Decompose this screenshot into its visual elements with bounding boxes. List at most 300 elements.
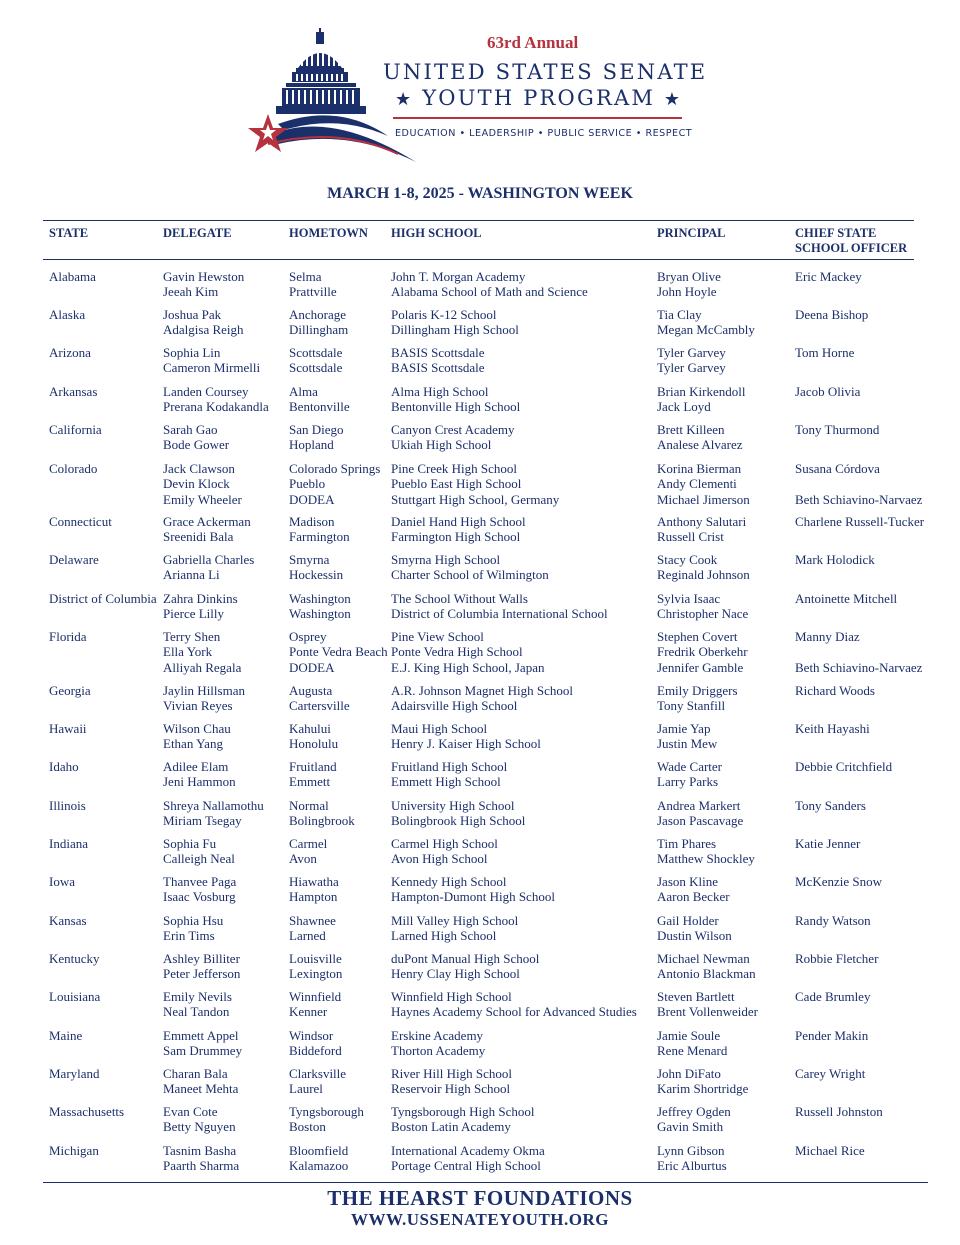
principal-line: Fredrik Oberkehr — [657, 644, 748, 660]
table-bottom-rule — [43, 1182, 928, 1183]
delegate-line: Cameron Mirmelli — [163, 360, 261, 376]
state-cell — [49, 836, 88, 851]
high-school-cell — [391, 1143, 545, 1174]
delegate-line: Sophia Fu — [163, 836, 217, 851]
cso-line: Keith Hayashi — [795, 721, 870, 736]
high-school-line: Ponte Vedra High School — [391, 644, 523, 660]
high-school-line: Canyon Crest Academy — [391, 422, 515, 437]
high-school-line: Tyngsborough High School — [391, 1104, 535, 1119]
hometown-cell — [289, 1104, 364, 1135]
column-header-state: STATE — [49, 226, 89, 240]
principal-cell — [657, 591, 748, 622]
delegate-line: Sam Drummey — [163, 1043, 243, 1059]
hometown-line: Hampton — [289, 889, 338, 905]
high-school-cell — [391, 951, 539, 982]
hometown-cell — [289, 629, 388, 675]
delegate-line: Charan Bala — [163, 1066, 228, 1081]
delegate-line: Sarah Gao — [163, 422, 218, 437]
high-school-line: Alabama School of Math and Science — [391, 284, 588, 300]
delegate-line: Maneet Mehta — [163, 1081, 239, 1097]
principal-cell — [657, 629, 748, 675]
principal-line: Michael Jimerson — [657, 491, 750, 507]
cso-cell — [795, 798, 866, 813]
hometown-cell — [289, 989, 341, 1020]
cso-line: Richard Woods — [795, 683, 875, 698]
state-cell — [49, 345, 91, 360]
principal-line: Jason Pascavage — [657, 813, 744, 829]
state-cell — [49, 552, 99, 567]
delegate-cell — [163, 591, 238, 622]
principal-line: John DiFato — [657, 1066, 721, 1081]
high-school-line: Emmett High School — [391, 774, 501, 790]
delegate-line: Thanvee Paga — [163, 874, 237, 889]
cso-line: Robbie Fletcher — [795, 951, 879, 966]
column-header-principal: PRINCIPAL — [657, 226, 726, 240]
delegate-line: Arianna Li — [163, 567, 220, 583]
hometown-cell — [289, 683, 350, 714]
state-name: California — [49, 422, 102, 437]
principal-line: Tony Stanfill — [657, 698, 726, 714]
delegate-cell — [163, 552, 254, 583]
column-header-chief-state-school-officer — [795, 226, 907, 256]
title-divider — [393, 117, 682, 119]
high-school-line: Maui High School — [391, 721, 488, 736]
state-cell — [49, 1028, 82, 1043]
principal-cell — [657, 1143, 727, 1174]
high-school-line: Bentonville High School — [391, 399, 521, 415]
high-school-cell — [391, 422, 514, 453]
high-school-cell — [391, 514, 526, 545]
delegate-line: Tasnim Basha — [163, 1143, 237, 1158]
capitol-dome-logo — [238, 28, 418, 168]
hometown-line: Honolulu — [289, 736, 339, 752]
principal-line: Brent Vollenweider — [657, 1004, 758, 1020]
delegate-line: Wilson Chau — [163, 721, 231, 736]
state-name: Iowa — [49, 874, 75, 889]
delegate-cell — [163, 461, 242, 507]
principal-line: Steven Bartlett — [657, 989, 735, 1004]
hometown-line: Normal — [289, 798, 329, 813]
table-header-row — [0, 226, 960, 260]
delegate-line: Bode Gower — [163, 437, 230, 453]
principal-cell — [657, 1066, 748, 1097]
delegate-cell — [163, 721, 231, 752]
hometown-cell — [289, 1066, 346, 1097]
delegate-cell — [163, 629, 241, 675]
state-name: Michigan — [49, 1143, 99, 1158]
high-school-cell — [391, 269, 588, 300]
high-school-line: Winnfield High School — [391, 989, 512, 1004]
high-school-cell — [391, 989, 637, 1020]
state-name: Hawaii — [49, 721, 87, 736]
hometown-cell — [289, 951, 342, 982]
cso-line: Susana Córdova — [795, 461, 880, 476]
principal-line: Jamie Soule — [657, 1028, 721, 1043]
high-school-line: BASIS Scottsdale — [391, 345, 485, 360]
principal-line: Dustin Wilson — [657, 928, 732, 944]
hometown-line: Bloomfield — [289, 1143, 349, 1158]
column-header-delegate: DELEGATE — [163, 226, 232, 240]
high-school-cell — [391, 629, 544, 675]
cso-cell — [795, 913, 871, 928]
high-school-cell — [391, 721, 541, 752]
hometown-line: Alma — [289, 384, 318, 399]
cso-cell — [795, 874, 882, 889]
hometown-line: Fruitland — [289, 759, 337, 774]
hometown-line: Laurel — [289, 1081, 323, 1097]
hometown-line: Augusta — [289, 683, 333, 698]
delegate-line: Adalgisa Reigh — [163, 322, 244, 338]
cso-line: Tom Horne — [795, 345, 855, 360]
hometown-cell — [289, 552, 343, 583]
high-school-line: E.J. King High School, Japan — [391, 659, 545, 675]
cso-cell — [795, 683, 875, 698]
delegate-line: Alliyah Regala — [163, 659, 242, 675]
hometown-line: Hockessin — [289, 567, 344, 583]
cso-cell — [795, 422, 879, 437]
high-school-line: River Hill High School — [391, 1066, 512, 1081]
delegate-cell — [163, 269, 244, 300]
principal-line: Brett Killeen — [657, 422, 725, 437]
delegate-line: Neal Tandon — [163, 1004, 230, 1020]
cso-line: Michael Rice — [795, 1143, 865, 1158]
hometown-line: Boston — [289, 1119, 326, 1135]
high-school-line: John T. Morgan Academy — [391, 269, 526, 284]
principal-line: Russell Crist — [657, 529, 724, 545]
delegate-cell — [163, 951, 240, 982]
column-header-high-school: HIGH SCHOOL — [391, 226, 482, 240]
principal-line: Christopher Nace — [657, 606, 749, 622]
hometown-line: Ponte Vedra Beach — [289, 644, 388, 660]
delegate-line: Vivian Reyes — [163, 698, 233, 714]
hometown-line: Scottsdale — [289, 360, 343, 376]
cso-cell — [795, 552, 875, 567]
principal-line: John Hoyle — [657, 284, 717, 300]
principal-cell — [657, 721, 717, 752]
principal-line: Wade Carter — [657, 759, 722, 774]
principal-cell — [657, 951, 756, 982]
cso-cell — [795, 461, 922, 507]
cso-line — [795, 476, 922, 491]
cso-line: Beth Schiavino-Narvaez — [795, 491, 923, 507]
state-name: Connecticut — [49, 514, 112, 529]
principal-line: Brian Kirkendoll — [657, 384, 746, 399]
high-school-line: Portage Central High School — [391, 1158, 541, 1174]
state-cell — [49, 1143, 99, 1158]
state-name: Massachusetts — [49, 1104, 125, 1119]
hometown-cell — [289, 461, 380, 507]
cso-cell — [795, 759, 892, 774]
delegate-line: Devin Klock — [163, 476, 230, 492]
cso-cell — [795, 591, 897, 606]
hometown-line: Clarksville — [289, 1066, 347, 1081]
hometown-line: Pueblo — [289, 476, 326, 492]
hometown-cell — [289, 874, 339, 905]
state-cell — [49, 951, 100, 966]
high-school-cell — [391, 1066, 512, 1097]
hometown-line: Cartersville — [289, 698, 350, 714]
cso-line — [795, 644, 922, 659]
delegate-line: Jeeah Kim — [163, 284, 219, 300]
principal-line: Gail Holder — [657, 913, 719, 928]
state-name: Arizona — [49, 345, 91, 360]
high-school-cell — [391, 798, 525, 829]
principal-cell — [657, 759, 722, 790]
state-cell — [49, 514, 112, 529]
cso-line: Beth Schiavino-Narvaez — [795, 659, 923, 675]
hometown-cell — [289, 913, 336, 944]
cso-line: Pender Makin — [795, 1028, 869, 1043]
cso-cell — [795, 951, 878, 966]
hometown-line: Tyngsborough — [289, 1104, 364, 1119]
cso-line: Eric Mackey — [795, 269, 862, 284]
delegate-line: Paarth Sharma — [163, 1158, 240, 1174]
delegate-cell — [163, 989, 232, 1020]
state-name: Maryland — [49, 1066, 100, 1081]
hometown-cell — [289, 307, 348, 338]
high-school-cell — [391, 1104, 535, 1135]
principal-cell — [657, 1104, 731, 1135]
state-cell — [49, 1104, 124, 1119]
delegate-line: Betty Nguyen — [163, 1119, 236, 1135]
program-title-line2 — [395, 86, 682, 110]
high-school-line: Mill Valley High School — [391, 913, 519, 928]
high-school-line: Ukiah High School — [391, 437, 492, 453]
hometown-line: Kahului — [289, 721, 331, 736]
delegate-line: Sreenidi Bala — [163, 529, 234, 545]
delegate-cell — [163, 1066, 238, 1097]
high-school-line: Pueblo East High School — [391, 476, 522, 492]
cso-cell — [795, 721, 870, 736]
state-cell — [49, 307, 85, 322]
high-school-cell — [391, 759, 507, 790]
high-school-line: Thorton Academy — [391, 1043, 486, 1059]
hometown-line: Hiawatha — [289, 874, 339, 889]
high-school-line: Carmel High School — [391, 836, 498, 851]
high-school-line: Polaris K-12 School — [391, 307, 497, 322]
principal-cell — [657, 1028, 727, 1059]
principal-line: Tia Clay — [657, 307, 702, 322]
state-cell — [49, 591, 157, 606]
principal-line: Emily Driggers — [657, 683, 738, 698]
delegate-line: Calleigh Neal — [163, 851, 235, 867]
delegate-line: Zahra Dinkins — [163, 591, 238, 606]
principal-cell — [657, 307, 755, 338]
delegate-line: Landen Coursey — [163, 384, 249, 399]
principal-line: Megan McCambly — [657, 322, 755, 338]
high-school-cell — [391, 345, 485, 376]
state-name: Kentucky — [49, 951, 100, 966]
high-school-cell — [391, 1028, 485, 1059]
cso-line: Antoinette Mitchell — [795, 591, 898, 606]
high-school-line: Hampton-Dumont High School — [391, 889, 555, 905]
high-school-line: Pine Creek High School — [391, 461, 518, 476]
cso-line: Randy Watson — [795, 913, 871, 928]
hometown-line: Scottsdale — [289, 345, 343, 360]
principal-line: Stephen Covert — [657, 629, 738, 644]
principal-line: Gavin Smith — [657, 1119, 724, 1135]
column-header-cso-line2: SCHOOL OFFICER — [795, 241, 908, 255]
hometown-line: Emmett — [289, 774, 331, 790]
principal-cell — [657, 552, 750, 583]
table-top-rule — [43, 220, 914, 221]
delegate-cell — [163, 307, 244, 338]
delegate-cell — [163, 422, 229, 453]
principal-line: Matthew Shockley — [657, 851, 755, 867]
tagline: EDUCATION • LEADERSHIP • PUBLIC SERVICE • RESPECT — [395, 128, 693, 139]
high-school-cell — [391, 874, 555, 905]
state-cell — [49, 721, 87, 736]
page-header — [0, 0, 960, 175]
cso-line: Carey Wright — [795, 1066, 866, 1081]
delegate-cell — [163, 514, 251, 545]
high-school-line: University High School — [391, 798, 515, 813]
cso-cell — [795, 384, 860, 399]
state-cell — [49, 384, 97, 399]
high-school-line: Kennedy High School — [391, 874, 507, 889]
hometown-cell — [289, 759, 337, 790]
hometown-line: Dillingham — [289, 322, 349, 338]
high-school-line: International Academy Okma — [391, 1143, 545, 1158]
principal-cell — [657, 874, 730, 905]
cso-line: Cade Brumley — [795, 989, 871, 1004]
hometown-line: Madison — [289, 514, 335, 529]
state-cell — [49, 759, 79, 774]
high-school-line: duPont Manual High School — [391, 951, 540, 966]
state-name: Colorado — [49, 461, 98, 476]
table-header-rule — [43, 259, 914, 260]
principal-line: Jeffrey Ogden — [657, 1104, 731, 1119]
cso-cell — [795, 514, 924, 529]
delegate-cell — [163, 1143, 239, 1174]
hometown-line: Anchorage — [289, 307, 347, 322]
hometown-line: Kalamazoo — [289, 1158, 349, 1174]
cso-line: Tony Thurmond — [795, 422, 880, 437]
principal-cell — [657, 345, 726, 376]
cso-line: Mark Holodick — [795, 552, 875, 567]
state-name: Indiana — [49, 836, 88, 851]
delegate-line: Jack Clawson — [163, 461, 235, 476]
hometown-line: Bentonville — [289, 399, 350, 415]
delegate-line: Miriam Tsegay — [163, 813, 242, 829]
principal-line: Bryan Olive — [657, 269, 721, 284]
principal-line: Lynn Gibson — [657, 1143, 725, 1158]
delegate-line: Emmett Appel — [163, 1028, 239, 1043]
cso-cell — [795, 989, 870, 1004]
state-cell — [49, 798, 86, 813]
delegate-line: Sophia Hsu — [163, 913, 224, 928]
hometown-line: Hopland — [289, 437, 334, 453]
state-name: Florida — [49, 629, 87, 644]
principal-cell — [657, 683, 738, 714]
cso-cell — [795, 1028, 868, 1043]
delegate-line: Adilee Elam — [163, 759, 229, 774]
principal-line: Tyler Garvey — [657, 345, 726, 360]
delegate-line: Emily Wheeler — [163, 491, 242, 507]
delegate-line: Peter Jefferson — [163, 966, 241, 982]
cso-cell — [795, 269, 862, 284]
delegate-cell — [163, 345, 260, 376]
hometown-line: Washington — [289, 606, 351, 622]
principal-line: Aaron Becker — [657, 889, 730, 905]
state-cell — [49, 683, 91, 698]
hometown-line: Avon — [289, 851, 317, 867]
high-school-line: Henry Clay High School — [391, 966, 520, 982]
delegate-cell — [163, 1028, 242, 1059]
hometown-line: Kenner — [289, 1004, 328, 1020]
hometown-line: Bolingbrook — [289, 813, 355, 829]
delegate-line: Jeni Hammon — [163, 774, 236, 790]
delegate-cell — [163, 913, 223, 944]
hometown-cell — [289, 836, 327, 867]
principal-line: Jack Loyd — [657, 399, 711, 415]
cso-line: Debbie Critchfield — [795, 759, 893, 774]
hometown-line: Washington — [289, 591, 351, 606]
delegate-line: Isaac Vosburg — [163, 889, 236, 905]
hometown-line: Shawnee — [289, 913, 336, 928]
star-icon: ★ — [395, 89, 414, 110]
high-school-line: Pine View School — [391, 629, 484, 644]
state-name: Alabama — [49, 269, 96, 284]
high-school-cell — [391, 836, 498, 867]
delegate-line: Ethan Yang — [163, 736, 223, 752]
high-school-line: Avon High School — [391, 851, 488, 867]
cso-cell — [795, 1066, 865, 1081]
cso-line: McKenzie Snow — [795, 874, 883, 889]
hometown-line: San Diego — [289, 422, 344, 437]
cso-line: Russell Johnston — [795, 1104, 883, 1119]
cso-line: Katie Jenner — [795, 836, 861, 851]
hometown-line: Biddeford — [289, 1043, 342, 1059]
high-school-cell — [391, 591, 608, 622]
high-school-line: Reservoir High School — [391, 1081, 511, 1097]
hometown-line: Colorado Springs — [289, 461, 381, 476]
state-name: Louisiana — [49, 989, 101, 1004]
hometown-line: Winnfield — [289, 989, 342, 1004]
high-school-line: Charter School of Wilmington — [391, 567, 549, 583]
delegate-cell — [163, 874, 236, 905]
high-school-line: Adairsville High School — [391, 698, 518, 714]
high-school-line: Alma High School — [391, 384, 489, 399]
delegate-line: Evan Cote — [163, 1104, 218, 1119]
high-school-line: Smyrna High School — [391, 552, 501, 567]
edition-label: 63rd Annual — [487, 33, 579, 52]
hometown-cell — [289, 1028, 342, 1059]
website-url: WWW.USSENATEYOUTH.ORG — [351, 1210, 609, 1229]
delegate-line: Gavin Hewston — [163, 269, 245, 284]
cso-line: Manny Diaz — [795, 629, 860, 644]
state-cell — [49, 629, 87, 644]
principal-line: Reginald Johnson — [657, 567, 750, 583]
principal-line: Stacy Cook — [657, 552, 718, 567]
state-cell — [49, 422, 102, 437]
column-header-cso-line1: CHIEF STATE — [795, 226, 877, 240]
cso-line: Deena Bishop — [795, 307, 869, 322]
high-school-cell — [391, 913, 518, 944]
state-name: Delaware — [49, 552, 99, 567]
delegate-cell — [163, 836, 235, 867]
delegate-line: Gabriella Charles — [163, 552, 255, 567]
principal-line: Antonio Blackman — [657, 966, 756, 982]
delegate-cell — [163, 683, 245, 714]
delegate-line: Ella York — [163, 644, 213, 660]
cso-cell — [795, 836, 860, 851]
cso-cell — [795, 345, 854, 360]
state-cell — [49, 874, 75, 889]
high-school-line: The School Without Walls — [391, 591, 528, 606]
high-school-line: Stuttgart High School, Germany — [391, 491, 560, 507]
hometown-cell — [289, 721, 338, 752]
